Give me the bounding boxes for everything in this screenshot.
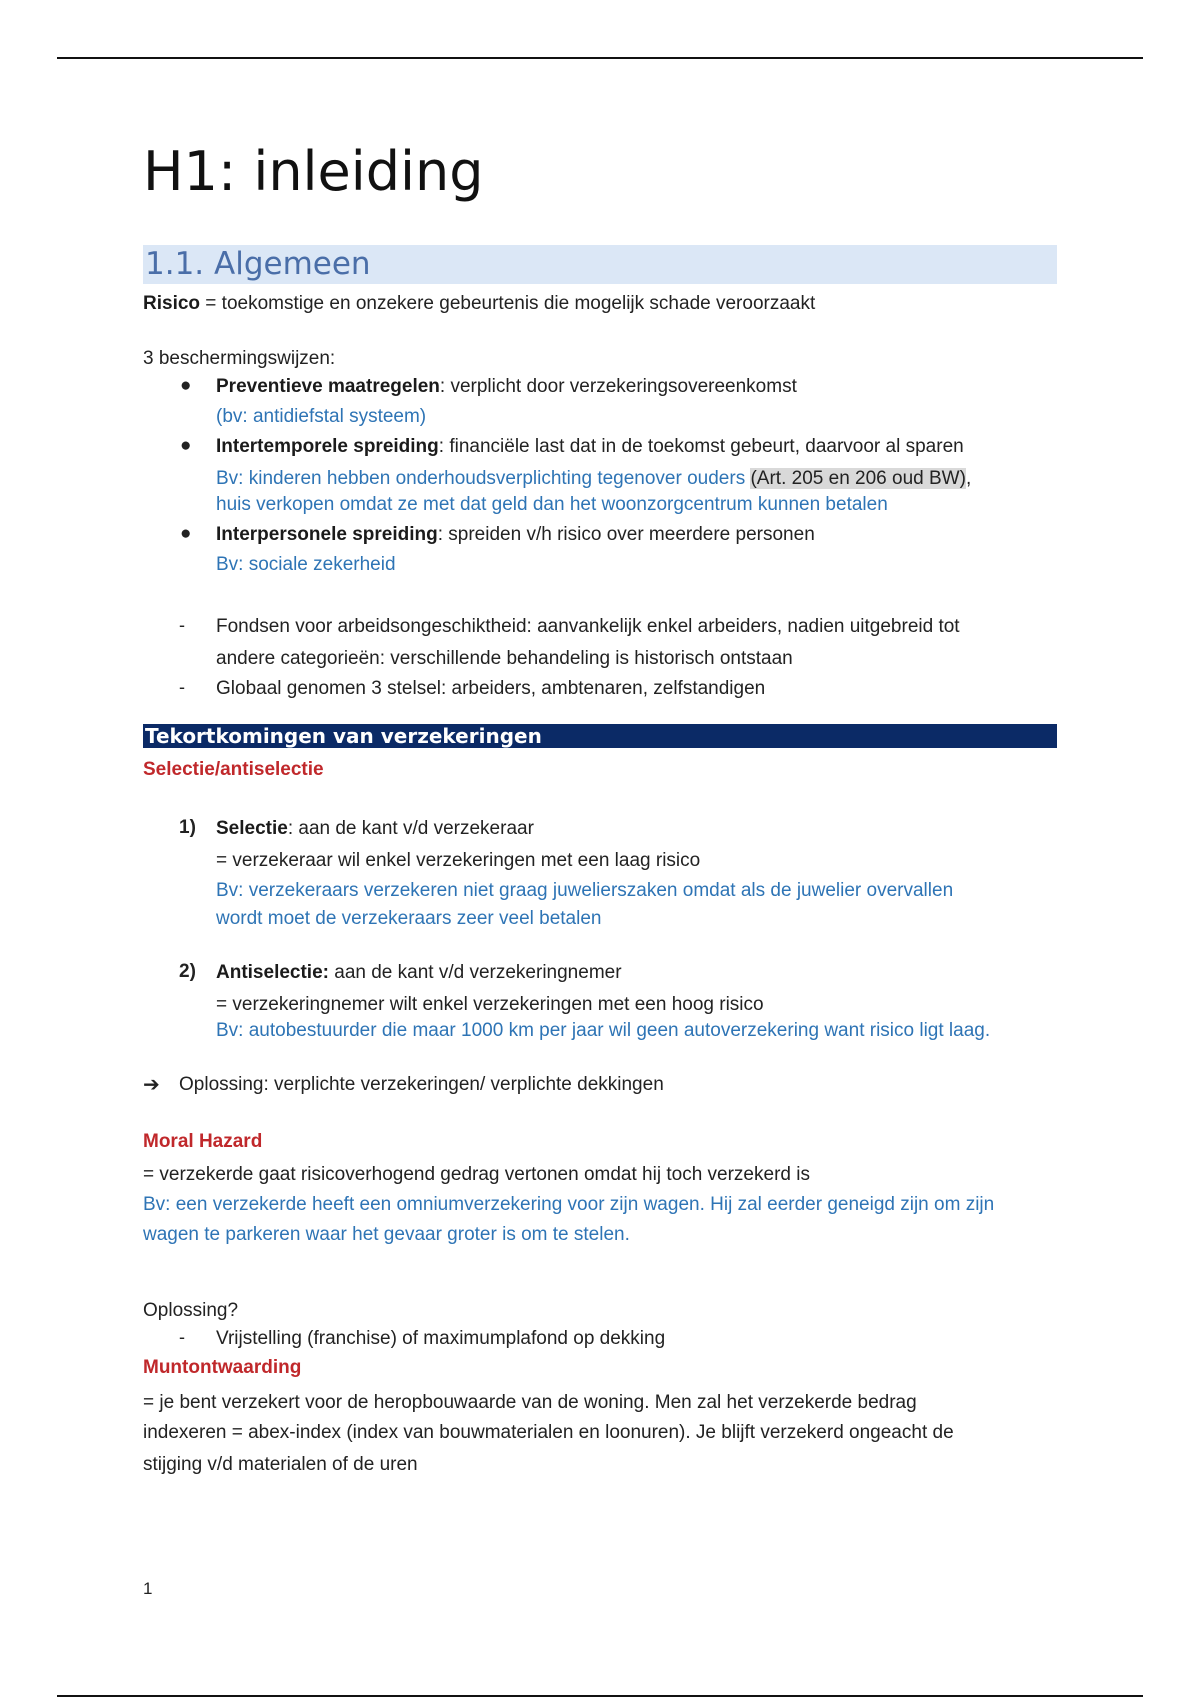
bullet-text: : spreiden v/h risico over meerdere personen: [437, 524, 815, 545]
section-heading-tekortkomingen: Tekortkomingen van verzekeringen: [143, 724, 1057, 748]
list-example: Bv: verzekeraars verzekeren niet graag juwelierszaken omdat als de juwelier overvallen: [216, 880, 954, 901]
dash-icon: -: [179, 677, 185, 697]
munt-text-line: stijging v/d materialen of de uren: [143, 1454, 418, 1475]
moral-example-continued: wagen te parkeren waar het gevaar groter is om te stelen.: [143, 1224, 630, 1245]
risico-def: = toekomstige en onzekere gebeurtenis die mogelijk schade veroorzaakt: [200, 293, 816, 314]
bullet-intertemporele: [216, 435, 964, 459]
moral-definition: = verzekerde gaat risicoverhogend gedrag vertonen omdat hij toch verzekerd is: [143, 1164, 810, 1185]
example-text: Bv: kinderen hebben onderhoudsverplichting tegenover ouders: [216, 468, 751, 489]
subheading-muntontwaarding: Muntontwaarding: [143, 1357, 302, 1378]
risico-term: Risico: [143, 293, 201, 314]
subheading-selectie: Selectie/antiselectie: [143, 759, 324, 780]
arrow-right-icon: ➔: [143, 1074, 160, 1096]
section-heading-algemeen: 1.1. Algemeen: [143, 245, 1057, 284]
bullet-term: Intertemporele spreiding: [216, 436, 439, 457]
list-number: 2): [179, 961, 196, 982]
page-title: H1: inleiding: [143, 140, 484, 203]
bullet-text: : verplicht door verzekeringsovereenkomst: [439, 376, 797, 397]
list-text: aan de kant v/d verzekeringnemer: [328, 962, 622, 983]
top-rule: [57, 57, 1143, 59]
bullet-interpersonele: [216, 523, 815, 547]
dash-icon: -: [179, 1327, 185, 1347]
list-example: Bv: autobestuurder die maar 1000 km per jaar wil geen autoverzekering want risico ligt laag.: [216, 1020, 991, 1041]
bullet-text: : financiële last dat in de toekomst gebeurt, daarvoor al sparen: [438, 436, 964, 457]
dash-item: Globaal genomen 3 stelsel: arbeiders, ambtenaren, zelfstandigen: [216, 678, 766, 699]
moral-example: Bv: een verzekerde heeft een omniumverzekering voor zijn wagen. Hij zal eerder geneigd zijn om zijn: [143, 1194, 995, 1215]
bullet-example: [216, 467, 971, 491]
bullet-term: Preventieve maatregelen: [216, 376, 440, 397]
list-definition: = verzekeraar wil enkel verzekeringen met een laag risico: [216, 850, 701, 871]
oplossing-question: Oplossing?: [143, 1300, 239, 1321]
example-comma: ,: [965, 468, 972, 489]
bullet-example: (bv: antidiefstal systeem): [216, 406, 427, 427]
bullet-example: Bv: sociale zekerheid: [216, 554, 396, 575]
dash-item-continued: andere categorieën: verschillende behandeling is historisch ontstaan: [216, 648, 793, 669]
munt-text-line: indexeren = abex-index (index van bouwmaterialen en loonuren). Je blijft verzekerd ongeacht de: [143, 1422, 954, 1443]
list-item-antiselectie: [216, 961, 622, 985]
dash-icon: -: [179, 615, 185, 635]
oplossing-dash-item: Vrijstelling (franchise) of maximumplafond op dekking: [216, 1328, 666, 1349]
list-term: Antiselectie:: [216, 962, 329, 983]
page-number: 1: [143, 1579, 153, 1598]
bottom-rule: [57, 1695, 1143, 1697]
dash-item: Fondsen voor arbeidsongeschiktheid: aanvankelijk enkel arbeiders, nadien uitgebreid tot: [216, 616, 960, 637]
list-example-continued: wordt moet de verzekeraars zeer veel betalen: [216, 908, 602, 929]
list-term: Selectie: [216, 818, 288, 839]
wijzen-intro: 3 beschermingswijzen:: [143, 348, 336, 369]
risico-definition: [143, 292, 815, 316]
munt-text-line: = je bent verzekert voor de heropbouwaarde van de woning. Men zal het verzekerde bedrag: [143, 1392, 917, 1413]
list-text: : aan de kant v/d verzekeraar: [287, 818, 534, 839]
bullet-icon: ●: [180, 375, 192, 396]
bullet-preventieve: [216, 375, 797, 399]
bullet-example-continued: huis verkopen omdat ze met dat geld dan het woonzorgcentrum kunnen betalen: [216, 494, 888, 515]
subheading-moral-hazard: Moral Hazard: [143, 1131, 263, 1152]
list-item-selectie: [216, 817, 534, 841]
bullet-icon: ●: [180, 523, 192, 544]
list-number: 1): [179, 817, 196, 838]
bullet-icon: ●: [180, 435, 192, 456]
list-definition: = verzekeringnemer wilt enkel verzekeringen met een hoog risico: [216, 994, 764, 1015]
bullet-term: Interpersonele spreiding: [216, 524, 438, 545]
legal-reference-highlight: (Art. 205 en 206 oud BW): [750, 468, 966, 489]
oplossing-text: Oplossing: verplichte verzekeringen/ verplichte dekkingen: [179, 1074, 664, 1095]
